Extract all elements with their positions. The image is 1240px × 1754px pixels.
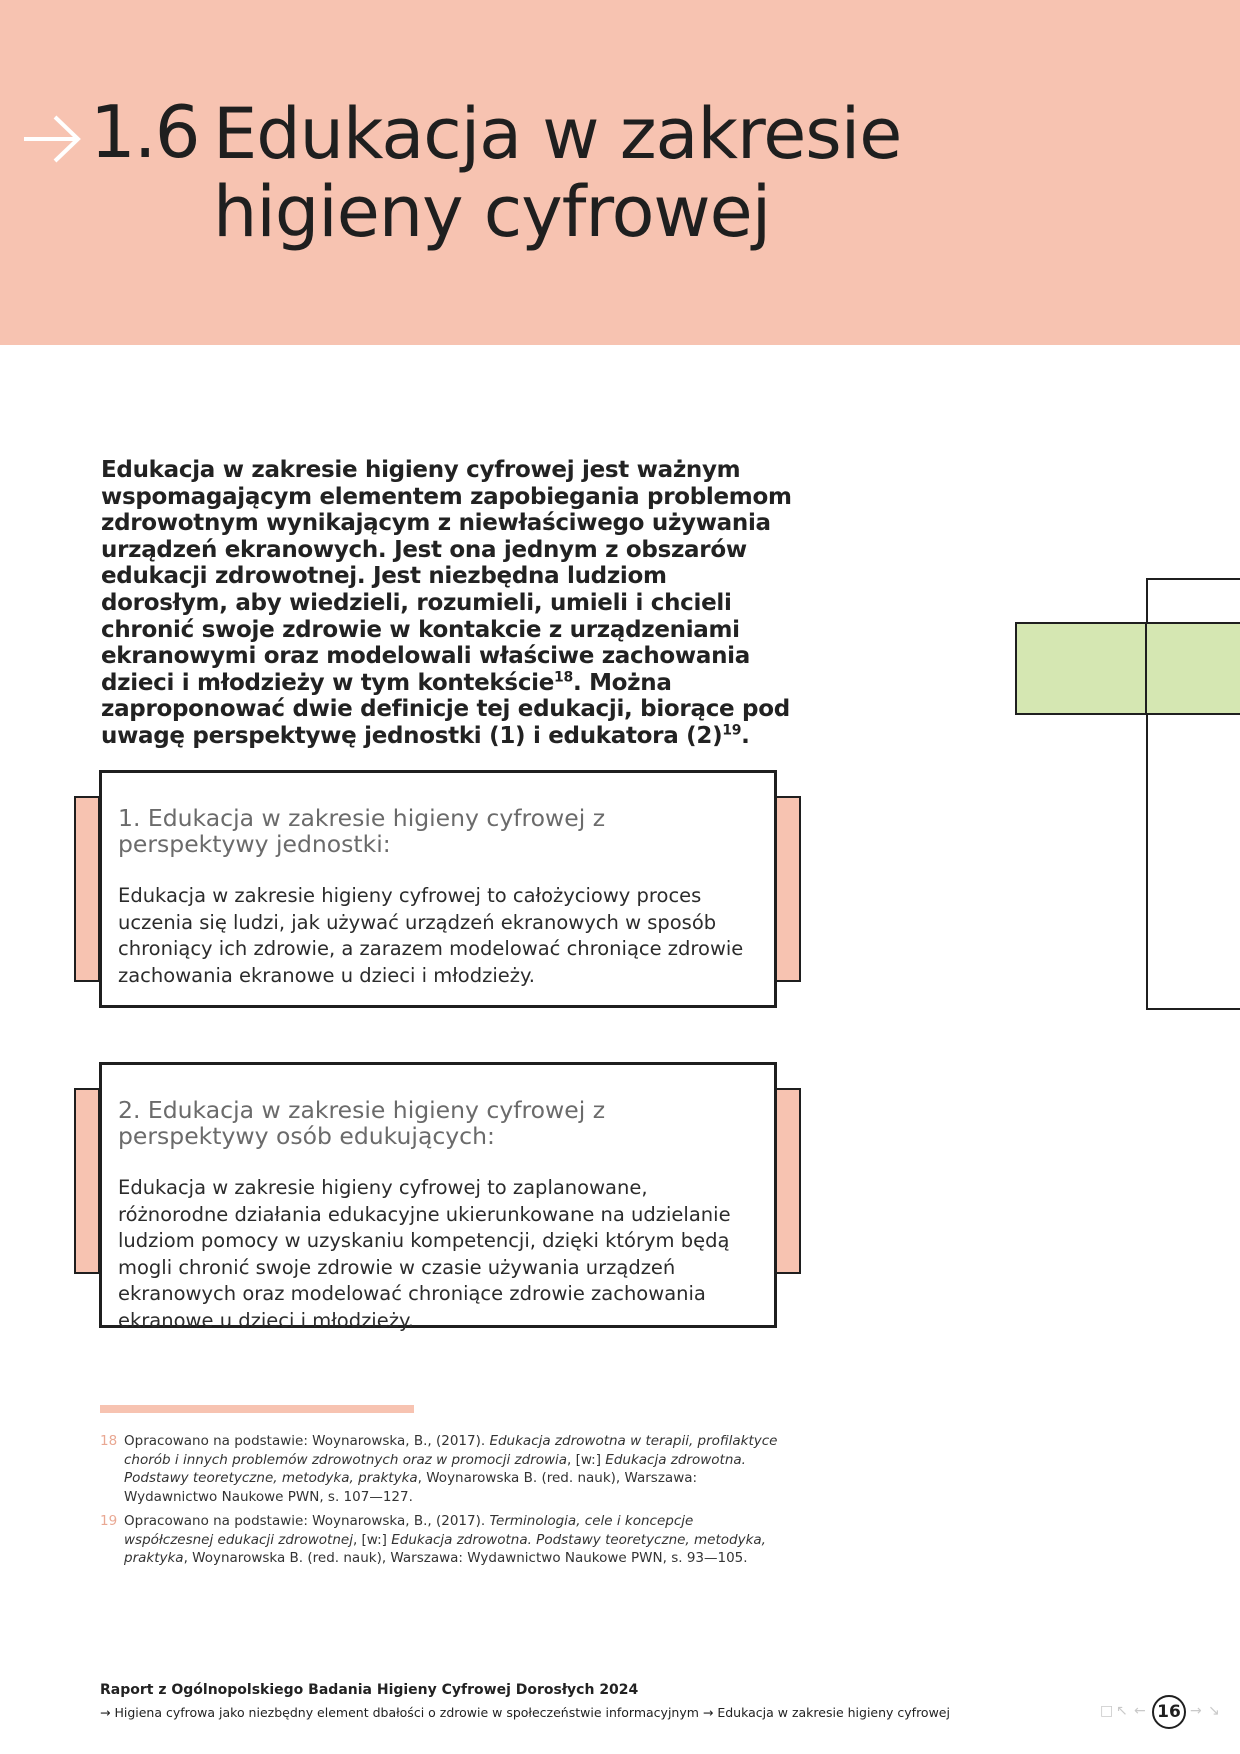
- page-number: 16: [1152, 1695, 1186, 1729]
- next-page-icon[interactable]: →: [1190, 1703, 1202, 1719]
- footnote-text-pre: Opracowano na podstawie: Woynarowska, B., (2017).: [124, 1513, 490, 1529]
- footnote-text-post: , Woynarowska B. (red. nauk), Warszawa: Wydawnictwo Naukowe PWN, s. 107—127.: [124, 1470, 698, 1505]
- footnote-text: [124, 1512, 780, 1568]
- page-title-line-1: Edukacja w zakresie: [213, 93, 902, 175]
- footnote-italic-title: Edukacja zdrowotna w terapii, profilaktyce chorób i innych problemów zdrowotnych oraz w promocji zdrowia: [124, 1433, 778, 1468]
- page-title-line-2: higieny cyfrowej: [213, 171, 771, 253]
- decorative-divider: [1145, 622, 1147, 715]
- footnote-19: [100, 1512, 780, 1568]
- footnote-text: [124, 1432, 780, 1506]
- arrow-right-icon: [22, 108, 82, 168]
- footnote-ref-18[interactable]: 18: [554, 669, 573, 686]
- section-number: 1.6: [90, 90, 199, 174]
- page-navigation: [1098, 1693, 1228, 1733]
- definition-2-right-tab: [775, 1088, 801, 1274]
- footnote-divider: [100, 1405, 414, 1413]
- home-icon[interactable]: □: [1100, 1703, 1114, 1719]
- footer-report-title: Raport z Ogólnopolskiego Badania Higieny Cyfrowej Dorosłych 2024: [100, 1682, 639, 1698]
- definition-card-1: [99, 770, 777, 1008]
- footnote-number: 19: [100, 1513, 118, 1529]
- footnote-italic-book: Edukacja zdrowotna. Podstawy teoretyczne, metodyka, praktyka: [124, 1531, 766, 1566]
- footnote-text-pre: Opracowano na podstawie: Woynarowska, B., (2017).: [124, 1433, 490, 1449]
- footnote-text-mid: , [w:]: [352, 1531, 392, 1548]
- footnote-18: [100, 1432, 780, 1506]
- definition-card-2: [99, 1062, 777, 1332]
- definition-2-left-tab: [74, 1088, 100, 1274]
- back-to-top-icon[interactable]: ↖: [1116, 1703, 1128, 1719]
- intro-text-1: Edukacja w zakresie higieny cyfrowej jest ważnym wspomagającym elementem zapobiegania problemom zdrowotnym wynikającym z niewłaściwego używania urządzeń ekranowych. Jest ona jednym z obszarów edukacji zdrowotnej. Jest niezbędna ludziom dorosłym, aby wiedzieli, rozumieli, umieli i chcieli chronić swoje zdrowie w kontakcie z urządzeniami ekranowymi oraz modelowali właściwe zachowania dzieci i młodzieży w tym kontekście: [101, 457, 792, 696]
- footnote-italic-title: Terminologia, cele i koncepcje współczesnej edukacji zdrowotnej: [124, 1513, 694, 1548]
- decorative-green-block: [1015, 622, 1240, 715]
- footnote-italic-book: Edukacja zdrowotna. Podstawy teoretyczne, metodyka, praktyka: [124, 1451, 746, 1486]
- intro-text-end: .: [741, 722, 750, 749]
- footnote-text-post: , Woynarowska B. (red. nauk), Warszawa: Wydawnictwo Naukowe PWN, s. 93—105.: [183, 1550, 748, 1566]
- footer-breadcrumb[interactable]: → Higiena cyfrowa jako niezbędny element dbałości o zdrowie w społeczeństwie informacyjnym → Edukacja w zakresie higieny cyfrowej: [100, 1705, 950, 1720]
- previous-page-icon[interactable]: ←: [1134, 1703, 1146, 1719]
- page-title: [213, 95, 1113, 251]
- footnote-ref-19[interactable]: 19: [722, 722, 742, 739]
- definition-2-body: Edukacja w zakresie higieny cyfrowej to zaplanowane, różnorodne działania edukacyjne ukierunkowane na udzielanie ludziom pomocy w uzyskaniu kompetencji, dzięki którym będą mogli chronić swoje zdrowie w czasie używania urządzeń ekranowych oraz modelować chroniące zdrowie zachowania ekranowe u dzieci i młodzieży.: [118, 1176, 731, 1332]
- footnote-text-mid: , [w:]: [567, 1451, 606, 1468]
- definition-1-left-tab: [74, 796, 100, 982]
- jump-forward-icon[interactable]: ↘: [1208, 1703, 1220, 1719]
- footnotes: [100, 1432, 780, 1574]
- definition-1-right-tab: [775, 796, 801, 982]
- intro-paragraph: [101, 457, 801, 750]
- definition-2-heading: 2. Edukacja w zakresie higieny cyfrowej z perspektywy osób edukujących:: [118, 1096, 606, 1150]
- definition-1-body: Edukacja w zakresie higieny cyfrowej to całożyciowy proces uczenia się ludzi, jak używać urządzeń ekranowych w sposób chroniący ich zdrowie, a zarazem modelować chroniące zdrowie zachowania ekranowe u dzieci i młodzieży.: [118, 884, 744, 987]
- definition-1-heading: 1. Edukacja w zakresie higieny cyfrowej z perspektywy jednostki:: [118, 804, 606, 858]
- footnote-number: 18: [100, 1433, 118, 1449]
- intro-text-2: . Można zaproponować dwie definicje tej edukacji, biorące pod uwagę perspektywę jednostki (1) i edukatora (2): [101, 669, 790, 749]
